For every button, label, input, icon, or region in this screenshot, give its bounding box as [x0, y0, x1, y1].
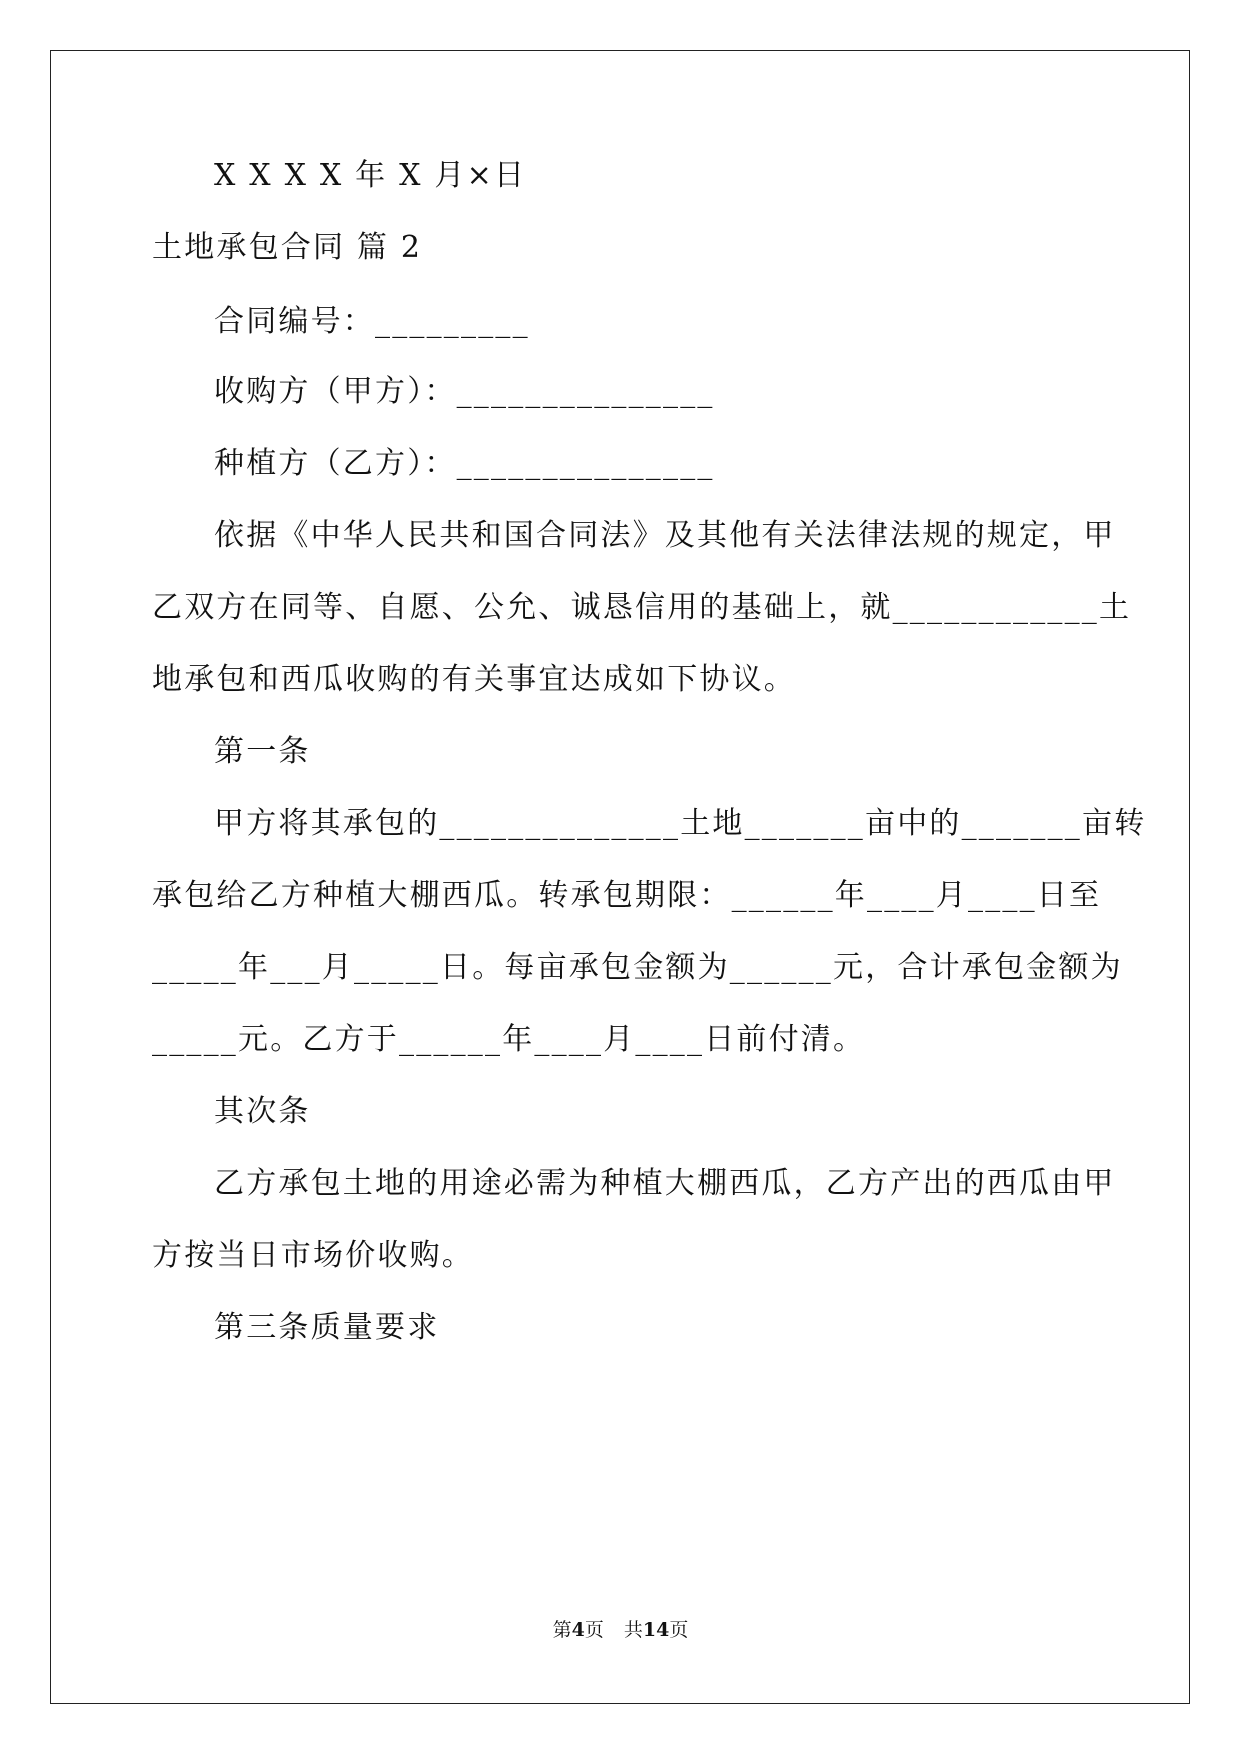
paragraph-line: 地承包和西瓜收购的有关事宜达成如下协议。: [152, 662, 796, 697]
contract-number-line: 合同编号：_________: [214, 304, 530, 339]
paragraph-line: _____元。乙方于______年____月____日前付清。: [152, 1022, 866, 1057]
article-heading: 其次条: [214, 1094, 311, 1129]
paragraph-line: 依据《中华人民共和国合同法》及其他有关法律法规的规定，甲: [214, 518, 1116, 553]
article-heading: 第三条质量要求: [214, 1310, 440, 1345]
page-prefix: 第: [552, 1619, 572, 1641]
total-prefix: 共: [623, 1619, 643, 1641]
page-footer: [0, 1618, 1241, 1642]
planter-line: 种植方（乙方）：_______________: [214, 446, 715, 481]
paragraph-line: _____年___月_____日。每亩承包金额为______元，合计承包金额为: [152, 950, 1123, 985]
paragraph-line: 承包给乙方种植大棚西瓜。转承包期限：______年____月____日至: [152, 878, 1102, 913]
total-suffix: 页: [669, 1619, 689, 1641]
total-pages: 14: [642, 1619, 670, 1641]
page-suffix: 页: [584, 1619, 604, 1641]
date-line: X X X X 年 X 月×日: [214, 158, 527, 193]
paragraph-line: 乙方承包土地的用途必需为种植大棚西瓜，乙方产出的西瓜由甲: [214, 1166, 1116, 1201]
paragraph-line: 乙双方在同等、自愿、公允、诚恳信用的基础上，就____________土: [152, 590, 1132, 625]
buyer-line: 收购方（甲方）：_______________: [214, 374, 715, 409]
page-number: 4: [571, 1619, 585, 1641]
paragraph-line: 方按当日市场价收购。: [152, 1238, 474, 1273]
article-heading: 第一条: [214, 734, 311, 769]
paragraph-line: 甲方将其承包的______________土地_______亩中的_______亩转: [214, 806, 1147, 841]
section-title: 土地承包合同 篇 2: [152, 230, 423, 265]
